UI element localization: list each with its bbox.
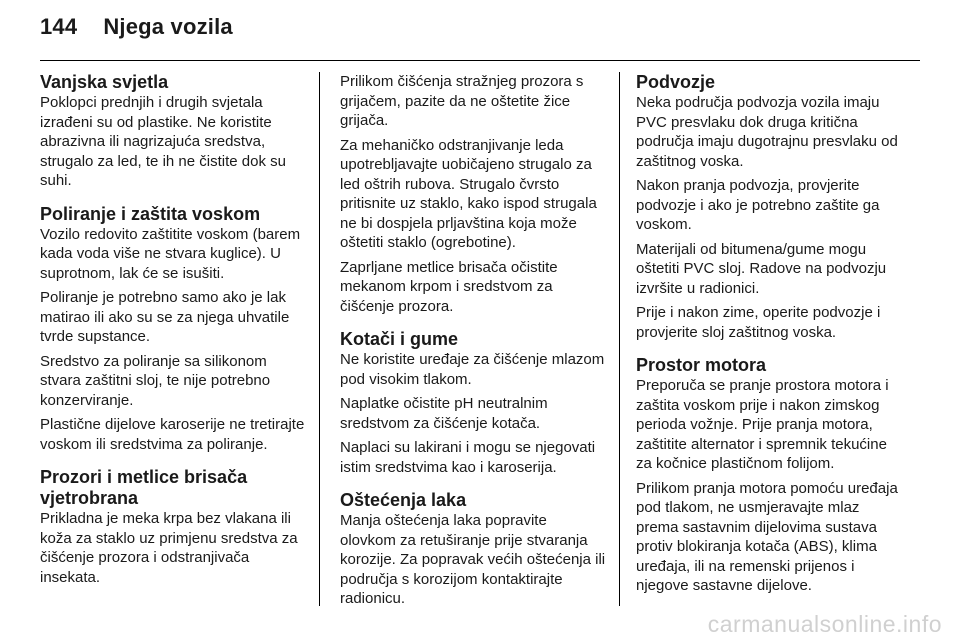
- paragraph: Zaprljane metlice brisača očistite mekanom krpom i sredstvom za čišćenje prozora.: [340, 258, 558, 315]
- column-divider: [619, 72, 620, 606]
- section-heading: Podvozje: [636, 72, 716, 92]
- paragraph: Prikladna je meka krpa bez vlakana ili koža za staklo uz primjenu sredstva za čišćenje prozora i odstranjivača insekata.: [40, 510, 298, 586]
- paragraph: Sredstvo za poliranje sa silikonom stvara zaštitni sloj, te nije potrebno konzerviranje.: [40, 352, 271, 409]
- section-podvozje: [636, 72, 902, 342]
- header-rule: [40, 60, 920, 61]
- watermark: carmanualsonline.info: [707, 611, 942, 637]
- section-heading: Oštećenja laka: [340, 490, 467, 510]
- section-prozori: [40, 467, 306, 587]
- section-prostor-motora: [636, 355, 902, 596]
- paragraph: Manja oštećenja laka popravite olovkom za retuširanje prije stvaranja korozije. Za popravak većih oštećenja ili područja s korozijom kontaktirajte radionicu.: [340, 512, 606, 607]
- section-heading: Prozori i metlice brisača vjetrobrana: [40, 467, 248, 508]
- section-heading: Prostor motora: [636, 355, 767, 375]
- section-vanjska-svjetla: [40, 72, 306, 191]
- page-title: Njega vozila: [103, 14, 233, 39]
- paragraph: Prilikom čišćenja stražnjeg prozora s grijačem, pazite da ne oštetite žice grijača.: [340, 73, 584, 129]
- column-1: [40, 72, 306, 600]
- paragraph: Prije i nakon zime, operite podvozje i provjerite sloj zaštitnog voska.: [636, 304, 881, 341]
- column-3: [636, 72, 902, 609]
- paragraph: Materijali od bitumena/gume mogu oštetiti PVC sloj. Radove na podvozju izvršite u radionici.: [636, 240, 887, 297]
- paragraph: Nakon pranja podvozja, provjerite podvozje i ako je potrebno zaštite ga voskom.: [636, 177, 880, 233]
- paragraph: Neka područja podvozja vozila imaju PVC presvlaku dok druga kritična područja imaju dugotrajnu presvlaku od zaštitnog voska.: [636, 94, 898, 170]
- paragraph: Prilikom pranja motora pomoću uređaja pod tlakom, ne usmjeravajte mlaz prema sastavnim dijelovima sustava protiv blokiranja kotača (ABS), klima uređaja, ili na remenski prijenos i njegove sastavne dijelove.: [636, 479, 898, 594]
- section-prozori-continued: [340, 72, 606, 316]
- section-heading: Kotači i gume: [340, 329, 459, 349]
- section-ostecenja-laka: [340, 490, 606, 609]
- page-header: [40, 14, 233, 40]
- paragraph: Plastične dijelove karoserije ne tretirajte voskom ili sredstvima za poliranje.: [40, 416, 305, 453]
- paragraph: Vozilo redovito zaštitite voskom (barem kada voda više ne stvara kuglice). U suprotnom, lak će se isušiti.: [40, 225, 301, 282]
- paragraph: Naplaci su lakirani i mogu se njegovati istim sredstvima kao i karoserija.: [340, 439, 596, 476]
- section-poliranje: [40, 204, 306, 455]
- paragraph: Poklopci prednjih i drugih svjetala izrađeni su od plastike. Ne koristite abrazivna ili nagrizajuća sredstva, strugalo za led, te ih ne čistite dok su suhi.: [40, 94, 286, 189]
- column-2: [340, 72, 606, 622]
- paragraph: Preporuča se pranje prostora motora i zaštita voskom prije i nakon zimskog perioda vožnje. Prije pranja motora, zaštitite alternator i spremnik tekućine za kočnice plastičnom folijom.: [636, 377, 889, 472]
- paragraph: Za mehaničko odstranjivanje leda upotrebljavajte uobičajeno strugalo za led oštrih rubova. Strugalo čvrsto pritisnite uz staklo, kako ispod strugala ne bi dospjela prljavština koja može oštetiti staklo (ogrebotine).: [340, 136, 597, 251]
- page-number: 144: [40, 14, 78, 39]
- section-heading: Poliranje i zaštita voskom: [40, 203, 261, 224]
- paragraph: Ne koristite uređaje za čišćenje mlazom pod visokim tlakom.: [340, 351, 605, 388]
- column-divider: [319, 72, 320, 606]
- section-heading: Vanjska svjetla: [40, 72, 169, 92]
- section-kotaci: [340, 329, 606, 477]
- paragraph: Naplatke očistite pH neutralnim sredstvom za čišćenje kotača.: [340, 395, 548, 432]
- paragraph: Poliranje je potrebno samo ako je lak matirao ili ako su se za njega uhvatile tvrde supstance.: [40, 289, 290, 345]
